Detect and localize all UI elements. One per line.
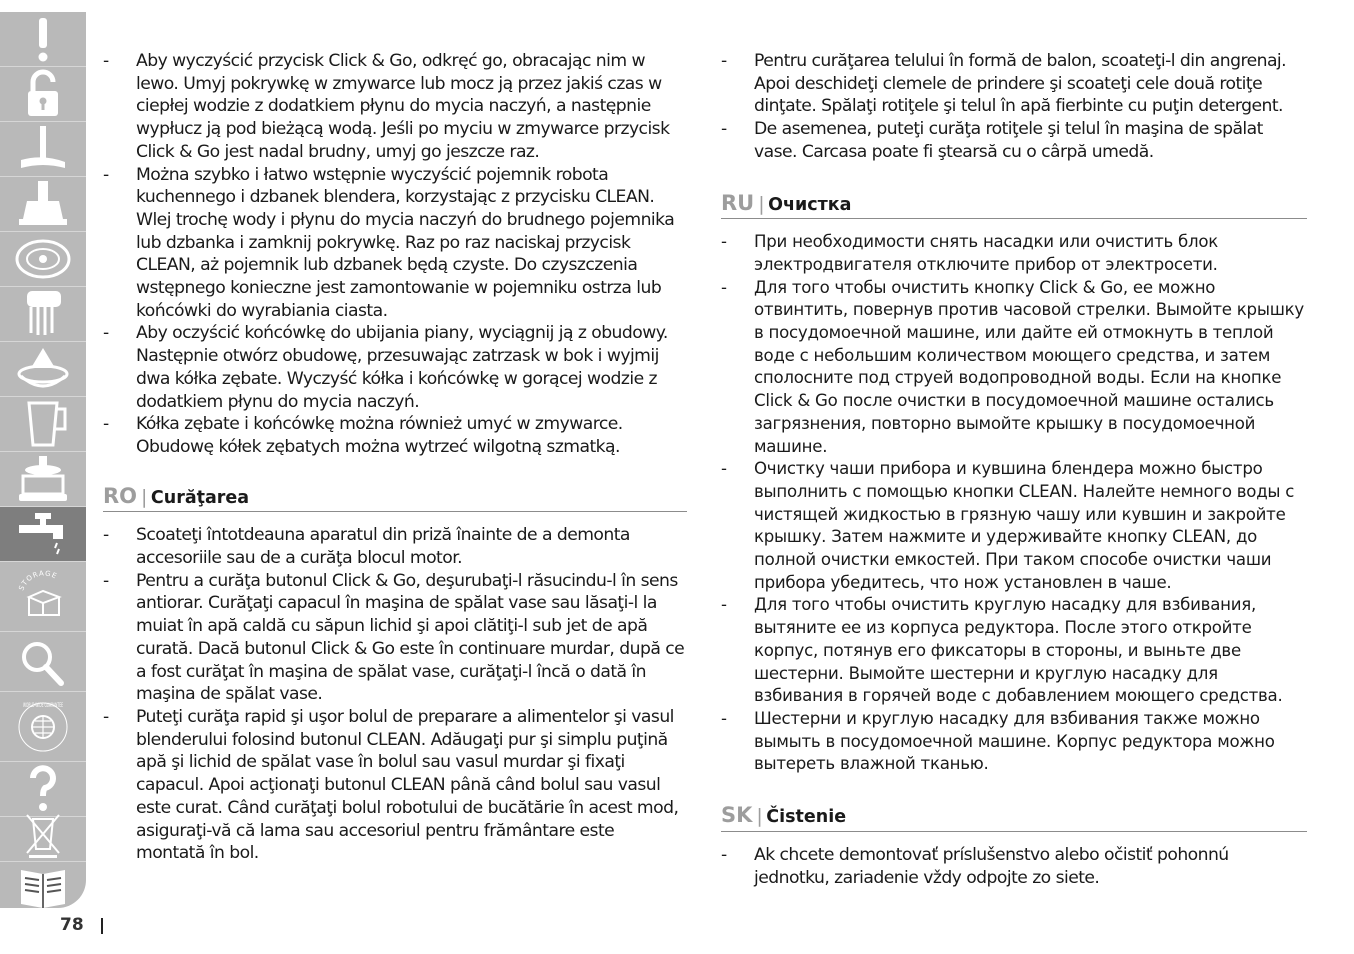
unlock-icon[interactable] bbox=[0, 67, 86, 122]
right-column bbox=[721, 50, 1307, 889]
worldwide-guarantee-icon[interactable] bbox=[0, 692, 86, 762]
list-item: - De asemenea, puteţi curăţa rotiţele şi telul în maşina de spălat vase. Carcasa poate fi ştearsă cu o cârpă umedă. bbox=[721, 119, 1263, 162]
left-column bbox=[103, 50, 687, 865]
list-item: - Można szybko i łatwo wstępnie wyczyścić pojemnik robota kuchennego i dzbanek blendera, korzystając z przycisku CLEAN. Wlej trochę wody i płynu do mycia naczyń do brudnego pojemnika lub dzbanka i zamknij pokrywkę. Raz po raz naciskaj przycisk CLEAN, aż pojemnik lub dzbanek będą czyste. Do czyszczenia wstępnego konieczne jest zamontowanie w pojemniku ostrza lub końcówki do wyrabiania ciasta. bbox=[103, 164, 675, 321]
list-item: - Очистку чаши прибора и кувшина блендера можно быстро выполнить с помощью кнопки CLEAN. Налейте немного воды с чистящей жидкостью в грязную чашу или кувшин и закройте крышку. Затем нажмите и удерживайте кнопку CLEAN, до полной очистки емкостей. При таком способе очистки чаши прибора убедитесь, что нож установлен в чаше. bbox=[721, 459, 1295, 592]
disc-icon[interactable] bbox=[0, 232, 86, 287]
language-code: RU bbox=[721, 190, 755, 215]
disposal-icon[interactable] bbox=[0, 807, 86, 862]
citrus-press-icon[interactable] bbox=[0, 342, 86, 397]
section-title: Curăţarea bbox=[150, 487, 250, 508]
section-heading-sk: SK | Čistenie bbox=[721, 804, 1307, 832]
svg-text:STORAGE bbox=[17, 569, 58, 591]
list-item: - Scoateţi întotdeauna aparatul din priză înainte de a demonta accesoriile sau de a curăţa blocul motor. bbox=[103, 525, 630, 569]
manual-icon[interactable] bbox=[0, 857, 86, 912]
list-item: - Pentru a curăţa butonul Click & Go, deşurubaţi-l răsucindu-l în sens antiorar. Curăţaţi capacul în maşina de spălat vase sau lăsaţi-l la muiat în apă caldă cu săpun lichid şi apoi clătiţi-l sub jet de apă curată. Dacă butonul Click & Go este în continuare murdar, după ce a fost curăţat în maşina de spălat vase, curăţaţi-l încă o dată în maşina de spălat vase. bbox=[103, 570, 685, 705]
language-code: RO bbox=[103, 483, 138, 508]
blender-jug-icon[interactable] bbox=[0, 397, 86, 452]
list-item: - Puteţi curăţa rapid şi uşor bolul de preparare a alimentelor şi vasul blenderului folosind butonul CLEAN. Adăugaţi pur şi simplu puţină apă şi lichid de spălat vase în bolul sau vasul murdar şi fixaţi capacul. Apoi acţionaţi butonul CLEAN până când bolul sau vasul este curat. Când curăţaţi bolul robotului de bucătărie în acest mod, asiguraţi-vă că lama sau accesoriul pentru frământare este montată în bol. bbox=[103, 706, 679, 864]
language-code: SK bbox=[721, 803, 753, 828]
blade-icon[interactable] bbox=[0, 122, 86, 177]
sidebar-nav bbox=[0, 12, 86, 908]
list-item: - Для того чтобы очистить круглую насадку для взбивания, вытяните ее из корпуса редуктора. После этого откройте корпус, потянув его фиксаторы в стороны, и выньте две шестерни. Вымойте шестерни и круглую насадку для взбивания в горячей воде с добавлением моющего средства. bbox=[721, 595, 1283, 706]
whisk-icon[interactable] bbox=[0, 287, 86, 342]
storage-label: STORAGE bbox=[17, 568, 59, 592]
list-item: - Для того чтобы очистить кнопку Click & Go, ее можно отвинтить, повернув против часовой стрелки. Вымойте крышку в посудомоечной машине, или дайте ей отмокнуть в теплой воде с небольшим количеством моющего средства, и затем сполосните под струей водопроводной воды. Если на кнопке Click & Go после очистки в посудомоечной машине остались загрязнения, повторно вымойте крышку в посудомоечной машине. bbox=[721, 277, 1304, 456]
section-heading-ro: RO | Curăţarea bbox=[103, 485, 687, 513]
list-item: - Шестерни и круглую насадку для взбивания также можно вымыть в посудомоечной машине. Корпус редуктора можно вытереть влажной тканью. bbox=[721, 708, 1275, 774]
list-item: - Pentru curăţarea telului în formă de balon, scoateţi-l din angrenaj. Apoi deschideţi clemele de prindere şi scoateţi cele două rotiţe dinţate. Spălaţi rotiţele şi telul în apă fierbinte cu puţin detergent. bbox=[721, 51, 1287, 117]
section-heading-ru: RU | Очистка bbox=[721, 192, 1307, 220]
list-item: - Kółka zębate i końcówkę można również umyć w zmywarce. Obudowę kółek zębatych można wytrzeć wilgotną szmatką. bbox=[103, 414, 623, 457]
list-item: - Aby oczyścić końcówkę do ubijania piany, wyciągnij ją z obudowy. Następnie otwórz obudowę, przesuwając zatrzask w bok i wyjmij dwa kółka zębate. Wyczyść kółka i końcówkę w gorącej wodzie z dodatkiem płynu do mycia naczyń. bbox=[103, 323, 668, 412]
section-title: Čistenie bbox=[766, 807, 847, 828]
search-icon[interactable] bbox=[0, 632, 86, 692]
list-item: - При необходимости снять насадки или очистить блок электродвигателя отключите прибор от электросети. bbox=[721, 232, 1219, 274]
list-item: - Ak chcete demontovať príslušenstvo alebo očistiť pohonnú jednotku, zariadenie vždy odpojte zo siete. bbox=[721, 844, 1229, 888]
warning-icon[interactable] bbox=[0, 12, 86, 67]
storage-icon[interactable] bbox=[0, 562, 86, 632]
cleaning-tap-icon[interactable] bbox=[0, 507, 86, 562]
guarantee-label: WORLD-WIDE GUARANTEE bbox=[23, 701, 64, 709]
food-processor-icon[interactable] bbox=[0, 452, 86, 507]
list-item: - Aby wyczyścić przycisk Click & Go, odkręć go, obracając nim w lewo. Umyj pokrywkę w zmywarce lub mocz ją przez jakiś czas w ciepłej wodzie z dodatkiem płynu do mycia naczyń, a następnie wypłucz ją pod bieżącą wodą. Jeśli po myciu w zmywarce przycisk Click & Go jest nadal brudny, umyj go jeszcze raz. bbox=[103, 51, 670, 162]
page-number: 78 bbox=[60, 915, 84, 935]
dough-tool-icon[interactable] bbox=[0, 177, 86, 232]
page-number-divider bbox=[101, 918, 103, 934]
section-title: Очистка bbox=[768, 194, 852, 215]
